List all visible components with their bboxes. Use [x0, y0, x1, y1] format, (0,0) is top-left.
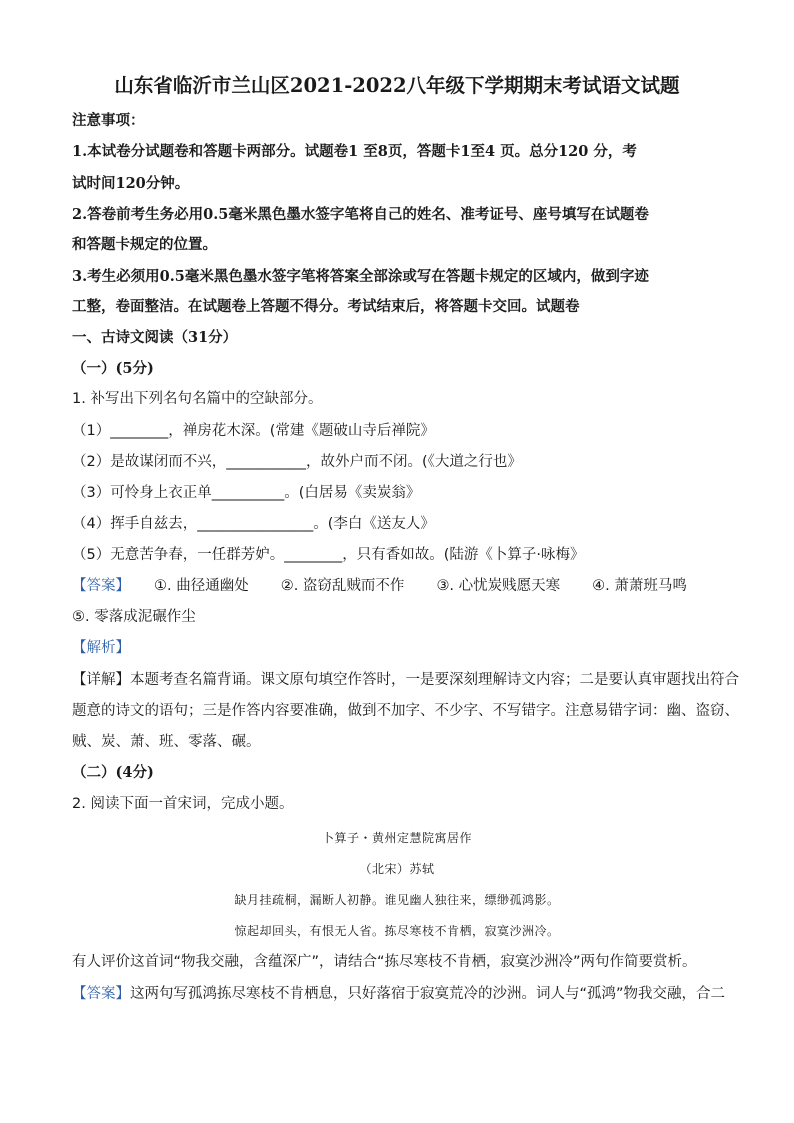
answer-item: ④. 萧萧班马鸣 [592, 578, 687, 594]
notice-line-2: 试时间120分钟。 [72, 175, 190, 192]
page-title: 山东省临沂市兰山区2021-2022八年级下学期期末考试语文试题 [114, 74, 680, 97]
question-1-item: （2）是故谋闭而不兴，___________，故外户而不闭。(《大道之行也》 [72, 454, 522, 470]
notice-heading: 注意事项： [72, 112, 145, 129]
poem-author: （北宋）苏轼 [359, 862, 435, 876]
answer-label: 【答案】 [72, 578, 130, 594]
part-heading-1: （一）(5分) [72, 360, 154, 377]
answer-2-line [72, 985, 725, 1003]
question-1-item: （1）________，禅房花木深。(常建《题破山寺后禅院》 [72, 423, 435, 439]
answer-item: ③. 心忧炭贱愿天寒 [436, 578, 561, 594]
answer-2-text: 这两句写孤鸿拣尽寒枝不肯栖息，只好落宿于寂寞荒冷的沙洲。词人与“孤鸿”物我交融，合二 [130, 986, 726, 1002]
poem-title: 卜算子・黄州定慧院寓居作 [321, 831, 472, 845]
question-2-stem: 2. 阅读下面一首宋词，完成小题。 [72, 796, 294, 812]
detail-line-2: 题意的诗文的语句；三是作答内容要准确，做到不加字、不少字、不写错字。注意易错字词：幽、盗窃、 [72, 703, 739, 719]
detail-label: 【详解】 [72, 672, 130, 688]
detail-line-3: 贼、炭、萧、班、零落、碾。 [72, 734, 261, 750]
answer-label: 【答案】 [72, 986, 130, 1002]
answer-item: ①. 曲径通幽处 [154, 578, 249, 594]
answer-item: ②. 盗窃乱贼而不作 [280, 578, 405, 594]
question-1-item: （4）挥手自兹去，________________。(李白《送友人》 [72, 516, 435, 532]
part-heading-2: （二）(4分) [72, 764, 154, 781]
question-1-item: （3）可怜身上衣正单__________。(白居易《卖炭翁》 [72, 485, 421, 501]
answer-row [72, 577, 687, 595]
notice-line-6: 工整，卷面整洁。在试题卷上答题不得分。考试结束后，将答题卡交回。试题卷 [72, 298, 580, 315]
detail-text: 本题考查名篇背诵。课文原句填空作答时，一是要深刻理解诗文内容；二是要认真审题找出符合 [130, 672, 739, 688]
notice-line-4: 和答题卡规定的位置。 [72, 236, 217, 253]
analysis-label: 【解析】 [72, 640, 130, 656]
notice-line-5: 3.考生必须用0.5毫米黑色墨水签字笔将答案全部涂或写在答题卡规定的区域内，做到字迹 [72, 268, 649, 285]
section-heading: 一、古诗文阅读（31分） [72, 329, 238, 346]
answer-item: ⑤. 零落成泥碾作尘 [72, 609, 196, 625]
poem-line-1: 缺月挂疏桐，漏断人初静。谁见幽人独往来，缥缈孤鸿影。 [234, 893, 560, 907]
question-1-stem: 1. 补写出下列名句名篇中的空缺部分。 [72, 391, 323, 407]
question-2-prompt: 有人评价这首词“物我交融，含蕴深广”，请结合“拣尽寒枝不肯栖，寂寞沙洲冷”两句作简要赏析。 [72, 954, 697, 970]
detail-line-1 [72, 671, 739, 689]
question-1-item: （5）无意苦争春，一任群芳妒。________，只有香如故。(陆游《卜算子·咏梅》 [72, 547, 585, 563]
notice-line-3: 2.答卷前考生务必用0.5毫米黑色墨水签字笔将自己的姓名、准考证号、座号填写在试题卷 [72, 206, 649, 223]
poem-line-2: 惊起却回头，有恨无人省。拣尽寒枝不肯栖，寂寞沙洲冷。 [234, 924, 560, 938]
notice-line-1: 1.本试卷分试题卷和答题卡两部分。试题卷1 至8页，答题卡1至4 页。总分120 分，考 [72, 143, 637, 160]
